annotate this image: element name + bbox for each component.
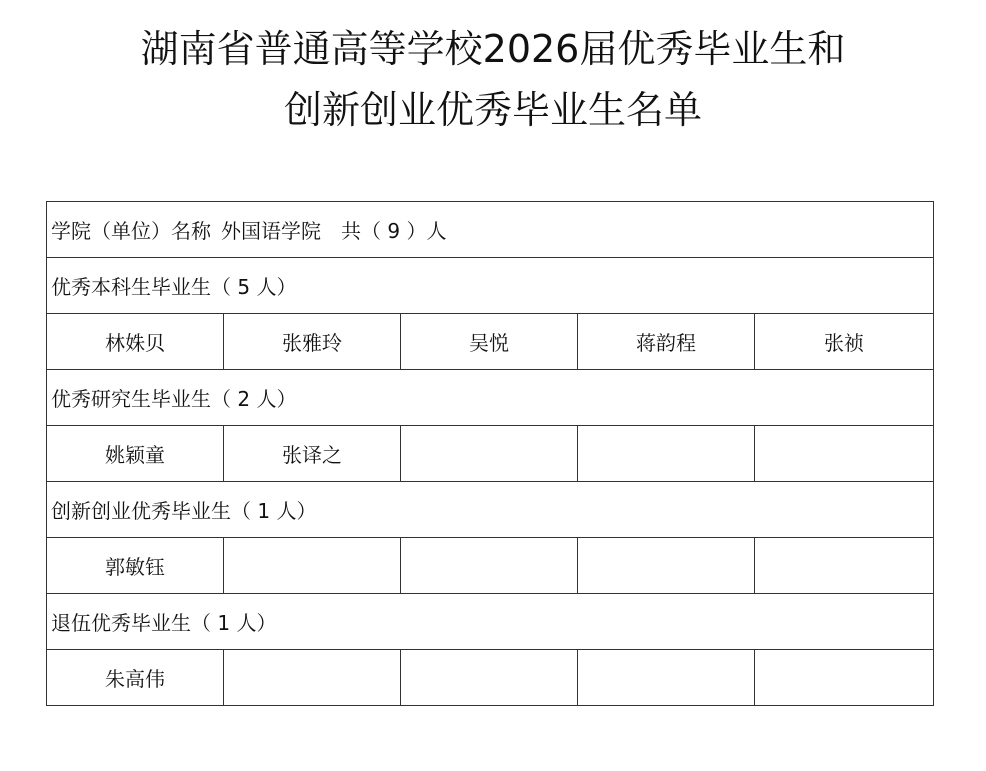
summary-row <box>47 202 934 258</box>
name-cell: 郭敏钰 <box>47 538 224 594</box>
empty-cell <box>578 538 755 594</box>
total-count: 共（ 9 ）人 <box>341 219 447 243</box>
name-cell: 蒋韵程 <box>578 314 755 370</box>
empty-cell <box>224 538 401 594</box>
empty-cell <box>401 538 578 594</box>
name-cell: 朱高伟 <box>47 650 224 706</box>
section-heading-row <box>47 370 934 426</box>
empty-cell <box>755 650 934 706</box>
name-cell: 吴悦 <box>401 314 578 370</box>
name-cell: 张祯 <box>755 314 934 370</box>
empty-cell <box>401 650 578 706</box>
graduate-heading: 优秀研究生毕业生（ 2 人） <box>47 370 934 426</box>
section-heading-row <box>47 594 934 650</box>
section-heading-row <box>47 482 934 538</box>
undergrad-heading: 优秀本科生毕业生（ 5 人） <box>47 258 934 314</box>
summary-cell <box>47 202 934 258</box>
college-name: 外国语学院 <box>221 219 321 243</box>
names-row <box>47 650 934 706</box>
section-heading-row <box>47 258 934 314</box>
empty-cell <box>578 426 755 482</box>
college-label: 学院（单位）名称 <box>51 219 211 243</box>
document-title-line-1: 湖南省普通高等学校2026届优秀毕业生和 <box>140 27 846 71</box>
innovation-heading: 创新创业优秀毕业生（ 1 人） <box>47 482 934 538</box>
empty-cell <box>755 538 934 594</box>
empty-cell <box>578 650 755 706</box>
names-row <box>47 314 934 370</box>
document-title-line-2: 创新创业优秀毕业生名单 <box>283 88 702 132</box>
empty-cell <box>401 426 578 482</box>
names-row <box>47 538 934 594</box>
names-row <box>47 426 934 482</box>
empty-cell <box>755 426 934 482</box>
name-cell: 张雅玲 <box>224 314 401 370</box>
name-cell: 姚颖童 <box>47 426 224 482</box>
veteran-heading: 退伍优秀毕业生（ 1 人） <box>47 594 934 650</box>
empty-cell <box>224 650 401 706</box>
graduate-roster-table <box>46 201 934 706</box>
name-cell: 林姝贝 <box>47 314 224 370</box>
name-cell: 张译之 <box>224 426 401 482</box>
